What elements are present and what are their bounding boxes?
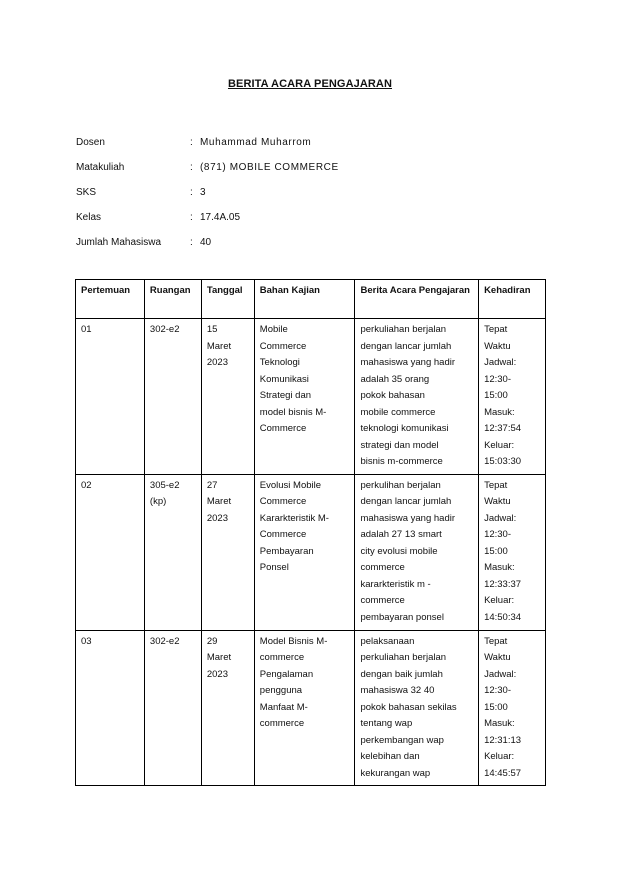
info-row-jumlah-mahasiswa	[76, 230, 339, 255]
info-value: 40	[200, 237, 212, 248]
cell-line: Pembayaran	[259, 545, 314, 557]
cell-line: dengan lancar jumlah	[360, 496, 452, 507]
cell-line: 14:45:57	[484, 767, 522, 779]
cell-line: Jadwal:	[484, 668, 517, 680]
cell-line: pembayaran ponsel	[360, 611, 444, 623]
cell-line: Jadwal:	[484, 512, 517, 524]
cell-line: perkembangan wap	[360, 734, 444, 746]
info-separator: :	[190, 237, 193, 248]
cell-line: adalah 35 orang	[360, 373, 430, 385]
cell-line: Model Bisnis M-	[259, 635, 328, 647]
table-header-row	[76, 280, 546, 319]
cell-line: 15:00	[484, 545, 508, 557]
table-row	[76, 474, 546, 630]
cell-line: model bisnis M-	[259, 406, 327, 418]
cell-ruangan	[144, 319, 201, 475]
cell-line: Komunikasi	[259, 373, 309, 385]
info-label: Matakuliah	[76, 162, 125, 173]
cell-line: pokok bahasan sekilas	[360, 701, 457, 713]
course-info	[76, 130, 339, 255]
cell-line: Waktu	[484, 496, 511, 507]
cell-ruangan	[144, 474, 201, 630]
cell-line: 14:50:34	[484, 611, 522, 623]
cell-line: Tepat	[484, 479, 508, 491]
cell-line: Teknologi	[259, 357, 300, 368]
cell-ruangan	[144, 630, 201, 786]
cell-line: Waktu	[484, 652, 511, 663]
cell-line: Keluar:	[484, 439, 515, 451]
cell-line: kekurangan wap	[360, 767, 431, 779]
cell-line: Maret	[206, 496, 232, 507]
cell-line: city evolusi mobile	[360, 545, 438, 557]
cell-line: 12:30-	[484, 373, 511, 385]
cell-line: 29	[206, 635, 218, 647]
cell-line: tentang wap	[360, 718, 413, 729]
cell-line: 12:33:37	[484, 578, 522, 590]
cell-line: 27	[206, 479, 218, 491]
info-row-sks	[76, 180, 339, 205]
cell-text: 02	[81, 479, 92, 491]
header-berita-acara: Berita Acara Pengajaran	[355, 280, 479, 319]
cell-line: 2023	[206, 512, 228, 524]
cell-pertemuan	[76, 474, 145, 630]
cell-line: Keluar:	[484, 595, 515, 606]
cell-line: perkulihan berjalan	[360, 479, 441, 491]
header-kehadiran: Kehadiran	[479, 280, 546, 319]
cell-line: 12:37:54	[484, 423, 522, 434]
info-label: SKS	[76, 187, 97, 198]
cell-line: commerce	[360, 562, 405, 573]
cell-line: Tepat	[484, 324, 508, 335]
info-separator: :	[190, 137, 193, 148]
cell-line: kelebihan dan	[360, 751, 420, 762]
cell-tanggal	[201, 319, 254, 475]
cell-pertemuan	[76, 319, 145, 475]
cell-line: Maret	[206, 340, 232, 352]
header-pertemuan: Pertemuan	[76, 280, 145, 319]
cell-line: perkuliahan berjalan	[360, 652, 447, 663]
cell-line: 15:00	[484, 390, 508, 401]
cell-line: 12:30-	[484, 685, 511, 696]
info-value: 3	[200, 187, 206, 198]
cell-line: Jadwal:	[484, 357, 517, 368]
cell-line: Commerce	[259, 496, 307, 507]
cell-line: Tepat	[484, 635, 508, 647]
cell-line: Ponsel	[259, 562, 289, 573]
cell-line: bisnis m-commerce	[360, 456, 443, 467]
cell-bahan-kajian	[254, 474, 355, 630]
cell-line: 15	[206, 324, 218, 335]
cell-line: kararkteristik m -	[360, 578, 431, 590]
cell-text: 302-e2	[149, 324, 180, 335]
cell-line: pengguna	[259, 685, 303, 696]
cell-line: adalah 27 13 smart	[360, 529, 442, 540]
cell-line: Maret	[206, 652, 232, 663]
cell-line: Manfaat M-	[259, 701, 308, 713]
cell-pertemuan	[76, 630, 145, 786]
info-separator: :	[190, 187, 193, 198]
table-row	[76, 630, 546, 786]
cell-line: mahasiswa 32 40	[360, 685, 435, 696]
cell-line: Commerce	[259, 423, 307, 434]
cell-line: Pengalaman	[259, 668, 314, 680]
cell-line: 12:31:13	[484, 734, 522, 746]
cell-kehadiran	[479, 319, 546, 475]
cell-line: pokok bahasan	[360, 390, 425, 401]
cell-line: Evolusi Mobile	[259, 479, 322, 491]
cell-line: Masuk:	[484, 718, 515, 729]
info-row-matakuliah	[76, 155, 339, 180]
info-value: (871) MOBILE COMMERCE	[200, 162, 339, 173]
cell-line: mobile commerce	[360, 406, 436, 418]
cell-text: 305-e2 (kp)	[149, 479, 180, 507]
info-row-dosen	[76, 130, 339, 155]
cell-line: dengan baik jumlah	[360, 668, 443, 680]
cell-text: 03	[81, 635, 92, 647]
cell-line: Keluar:	[484, 751, 515, 762]
cell-berita-acara	[355, 319, 479, 475]
info-separator: :	[190, 162, 193, 173]
cell-line: strategi dan model	[360, 439, 439, 451]
cell-line: Mobile	[259, 324, 288, 335]
info-label: Kelas	[76, 212, 102, 223]
cell-line: Kararkteristik M-	[259, 512, 329, 524]
cell-line: Strategi dan	[259, 390, 312, 401]
info-label: Dosen	[76, 137, 105, 148]
info-value: Muhammad Muharrom	[200, 137, 312, 148]
cell-line: mahasiswa yang hadir	[360, 357, 456, 368]
cell-bahan-kajian	[254, 630, 355, 786]
cell-bahan-kajian	[254, 319, 355, 475]
cell-line: perkuliahan berjalan	[360, 324, 447, 335]
info-row-kelas	[76, 205, 339, 230]
cell-line: Waktu	[484, 340, 511, 352]
cell-text: 302-e2	[149, 635, 180, 647]
attendance-table	[75, 279, 546, 786]
cell-line: Commerce	[259, 529, 307, 540]
cell-line: pelaksanaan	[360, 635, 415, 647]
cell-line: 12:30-	[484, 529, 511, 540]
cell-line: Masuk:	[484, 562, 515, 573]
header-bahan-kajian: Bahan Kajian	[254, 280, 355, 319]
info-label: Jumlah Mahasiswa	[76, 237, 162, 248]
cell-tanggal	[201, 474, 254, 630]
cell-line: mahasiswa yang hadir	[360, 512, 456, 524]
cell-line: dengan lancar jumlah	[360, 340, 452, 352]
cell-kehadiran	[479, 474, 546, 630]
cell-line: 15:03:30	[484, 456, 522, 467]
cell-line: 2023	[206, 357, 228, 368]
cell-line: teknologi komunikasi	[360, 423, 449, 434]
table-row	[76, 319, 546, 475]
info-separator: :	[190, 212, 193, 223]
cell-line: Masuk:	[484, 406, 515, 418]
cell-text: 01	[81, 324, 92, 335]
header-tanggal: Tanggal	[201, 280, 254, 319]
cell-tanggal	[201, 630, 254, 786]
info-value: 17.4A.05	[200, 212, 241, 223]
page-title: BERITA ACARA PENGAJARAN	[227, 78, 393, 90]
cell-line: 2023	[206, 668, 228, 680]
cell-berita-acara	[355, 474, 479, 630]
cell-line: 15:00	[484, 701, 508, 713]
cell-line: commerce	[360, 595, 405, 606]
cell-line: commerce	[259, 718, 305, 729]
cell-line: Commerce	[259, 340, 307, 352]
cell-kehadiran	[479, 630, 546, 786]
header-ruangan: Ruangan	[144, 280, 201, 319]
cell-berita-acara	[355, 630, 479, 786]
cell-line: commerce	[259, 652, 305, 663]
